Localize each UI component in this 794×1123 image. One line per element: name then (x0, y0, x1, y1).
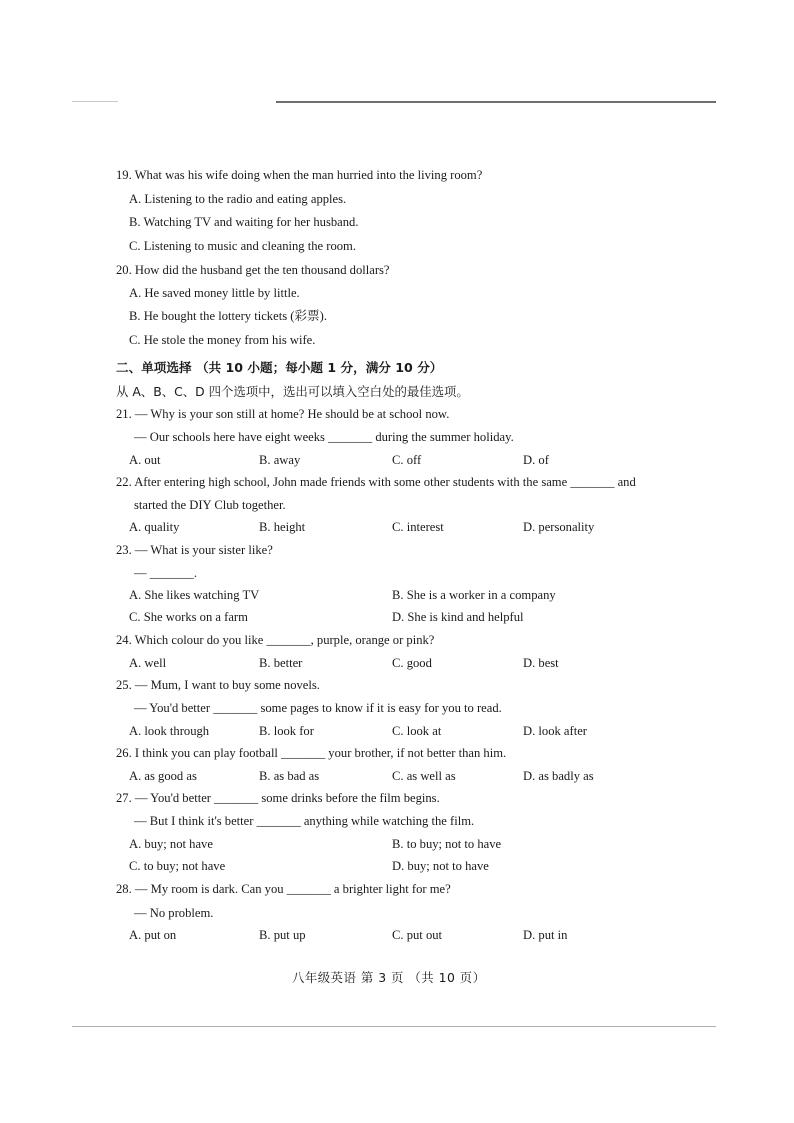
q22-option-c: C. interest (392, 520, 444, 534)
q19-option-b: B. Watching TV and waiting for her husband. (129, 215, 359, 229)
q27-line1: 27. — You'd better _______ some drinks before the film begins. (116, 791, 440, 805)
q20-option-b: B. He bought the lottery tickets (彩票). (129, 309, 327, 323)
q25-option-b: B. look for (259, 724, 314, 738)
q28-line2: — No problem. (134, 906, 214, 920)
q26-option-a: A. as good as (129, 769, 197, 783)
q21-line2: — Our schools here have eight weeks _______ during the summer holiday. (134, 430, 514, 444)
q20-option-c: C. He stole the money from his wife. (129, 333, 316, 347)
q19-question: 19. What was his wife doing when the man hurried into the living room? (116, 168, 483, 182)
q28-line1: 28. — My room is dark. Can you _______ a brighter light for me? (116, 882, 451, 896)
q24-option-a: A. well (129, 656, 167, 670)
q26-line1: 26. I think you can play football _______ your brother, if not better than him. (116, 746, 507, 760)
q26-option-b: B. as bad as (259, 769, 320, 783)
q22-option-d: D. personality (523, 520, 595, 534)
q19-option-a: A. Listening to the radio and eating apples. (129, 192, 347, 206)
q21-option-a: A. out (129, 453, 161, 467)
page-footer: 八年级英语 第 3 页 （共 10 页） (292, 970, 486, 985)
q22-option-a: A. quality (129, 520, 180, 534)
q23-line2: — _______. (134, 566, 197, 580)
q20-question: 20. How did the husband get the ten thousand dollars? (116, 263, 390, 277)
q24-option-b: B. better (259, 656, 303, 670)
q24-line1: 24. Which colour do you like _______, purple, orange or pink? (116, 633, 435, 647)
q24-option-d: D. best (523, 656, 559, 670)
q28-option-d: D. put in (523, 928, 568, 942)
q23-line1: 23. — What is your sister like? (116, 543, 273, 557)
q25-option-d: D. look after (523, 724, 587, 738)
q20-option-a: A. He saved money little by little. (129, 286, 300, 300)
q27-option-a: A. buy; not have (129, 837, 213, 851)
q27-line2: — But I think it's better _______ anything while watching the film. (134, 814, 475, 828)
q19-option-c: C. Listening to music and cleaning the room. (129, 239, 356, 253)
section2-instruction: 从 A、B、C、D 四个选项中，选出可以填入空白处的最佳选项。 (116, 384, 469, 399)
q23-option-d: D. She is kind and helpful (392, 610, 524, 624)
q21-option-d: D. of (523, 453, 549, 467)
q27-option-c: C. to buy; not have (129, 859, 226, 873)
q24-option-c: C. good (392, 656, 432, 670)
q27-option-b: B. to buy; not to have (392, 837, 502, 851)
q22-line2: started the DIY Club together. (134, 498, 286, 512)
q23-option-a: A. She likes watching TV (129, 588, 260, 602)
q28-option-a: A. put on (129, 928, 177, 942)
q25-option-a: A. look through (129, 724, 210, 738)
q21-option-c: C. off (392, 453, 422, 467)
q22-option-b: B. height (259, 520, 306, 534)
q25-line2: — You'd better _______ some pages to know if it is easy for you to read. (134, 701, 502, 715)
q21-option-b: B. away (259, 453, 301, 467)
q28-option-c: C. put out (392, 928, 443, 942)
q25-option-c: C. look at (392, 724, 442, 738)
q26-option-c: C. as well as (392, 769, 456, 783)
q23-option-b: B. She is a worker in a company (392, 588, 556, 602)
q26-option-d: D. as badly as (523, 769, 594, 783)
q27-option-d: D. buy; not to have (392, 859, 489, 873)
q21-line1: 21. — Why is your son still at home? He should be at school now. (116, 407, 450, 421)
section2-heading: 二、单项选择 （共 10 小题；每小题 1 分，满分 10 分） (116, 360, 443, 375)
q25-line1: 25. — Mum, I want to buy some novels. (116, 678, 320, 692)
q23-option-c: C. She works on a farm (129, 610, 248, 624)
q28-option-b: B. put up (259, 928, 306, 942)
q22-line1: 22. After entering high school, John made friends with some other students with the same _______ and (116, 475, 636, 489)
